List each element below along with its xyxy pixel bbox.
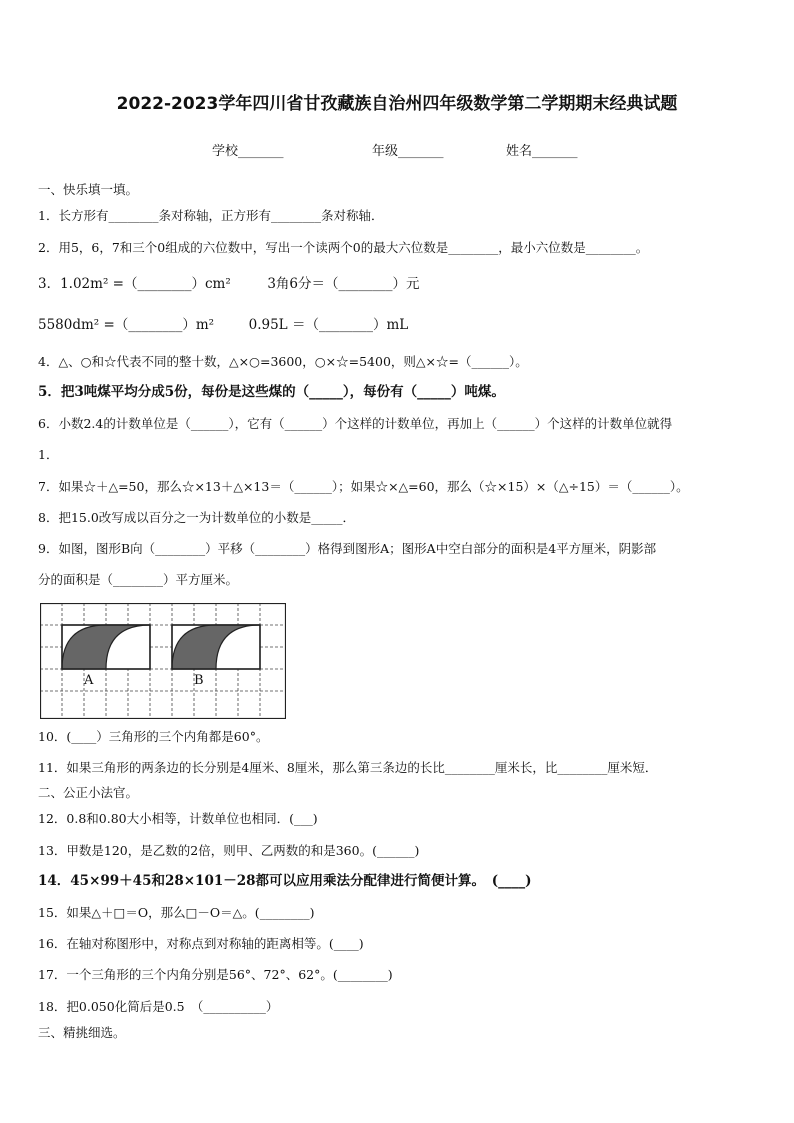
school-field: 学校_______ xyxy=(212,144,284,159)
translation-figure xyxy=(40,603,286,719)
name-field: 姓名_______ xyxy=(506,144,578,159)
question-3d: 0.95L ＝（________）mL xyxy=(248,317,409,333)
question-3b: 3角6分＝（________）元 xyxy=(267,276,420,292)
shape-a xyxy=(62,625,150,669)
question-13: 13．甲数是120，是乙数的2倍，则甲、乙两数的和是360。(______) xyxy=(38,843,420,858)
question-6-line1: 6．小数2.4的计数单位是（______），它有（______）个这样的计数单位，再加上（______）个这样的计数单位就得 xyxy=(38,416,673,431)
shape-b-label: B xyxy=(194,673,204,688)
question-3-row2 xyxy=(38,316,758,334)
question-8: 8．把15.0改写成以百分之一为计数单位的小数是_____． xyxy=(38,510,356,525)
question-9-line2: 分的面积是（________）平方厘米。 xyxy=(38,572,239,587)
question-1: 1．长方形有________条对称轴，正方形有________条对称轴． xyxy=(38,208,384,223)
page-title: 2022-2023学年四川省甘孜藏族自治州四年级数学第二学期期末经典试题 xyxy=(116,94,678,114)
question-14: 14．45×99＋45和28×101－28都可以应用乘法分配律进行简便计算。 (____) xyxy=(38,873,532,889)
question-6-line2: 1． xyxy=(38,447,59,462)
section-heading-2: 二、公正小法官。 xyxy=(38,785,139,800)
section-heading-1: 一、快乐填一填。 xyxy=(38,182,139,197)
question-17: 17．一个三角形的三个内角分别是56°、72°、62°。(________) xyxy=(38,967,393,982)
question-4: 4．△、○和☆代表不同的整十数，△×○=3600，○×☆=5400，则△×☆=（______）。 xyxy=(38,354,528,369)
question-3a: 3．1.02m² =（________）cm² xyxy=(38,276,231,292)
question-3-row1 xyxy=(38,275,758,293)
question-11: 11．如果三角形的两条边的长分别是4厘米、8厘米，那么第三条边的长比________厘米长，比________厘米短． xyxy=(38,760,658,775)
question-12: 12．0.8和0.80大小相等，计数单位也相同．(___) xyxy=(38,811,318,826)
question-10: 10．(____）三角形的三个内角都是60°。 xyxy=(38,729,269,744)
grade-field: 年级_______ xyxy=(372,144,444,159)
question-18: 18．把0.050化简后是0.5 （__________） xyxy=(38,999,279,1014)
question-5: 5．把3吨煤平均分成5份，每份是这些煤的（_____），每份有（_____）吨煤。 xyxy=(38,384,505,400)
question-2: 2．用5，6，7和三个0组成的六位数中，写出一个读两个0的最大六位数是________，最小六位数是________。 xyxy=(38,240,649,255)
question-16: 16．在轴对称图形中，对称点到对称轴的距离相等。(____) xyxy=(38,936,364,951)
shape-b xyxy=(172,625,260,669)
section-heading-3: 三、精挑细选。 xyxy=(38,1025,126,1040)
question-3c: 5580dm² =（________）m² xyxy=(38,317,215,333)
shape-a-label: A xyxy=(84,673,94,688)
question-7: 7．如果☆＋△=50，那么☆×13＋△×13＝（______）；如果☆×△=60，那么（☆×15）×（△÷15）＝（______）。 xyxy=(38,479,689,494)
question-15: 15．如果△＋□＝O，那么□－O＝△。(________) xyxy=(38,905,315,920)
question-9-line1: 9．如图，图形B向（________）平移（________）格得到图形A；图形A中空白部分的面积是4平方厘米，阴影部 xyxy=(38,541,657,556)
